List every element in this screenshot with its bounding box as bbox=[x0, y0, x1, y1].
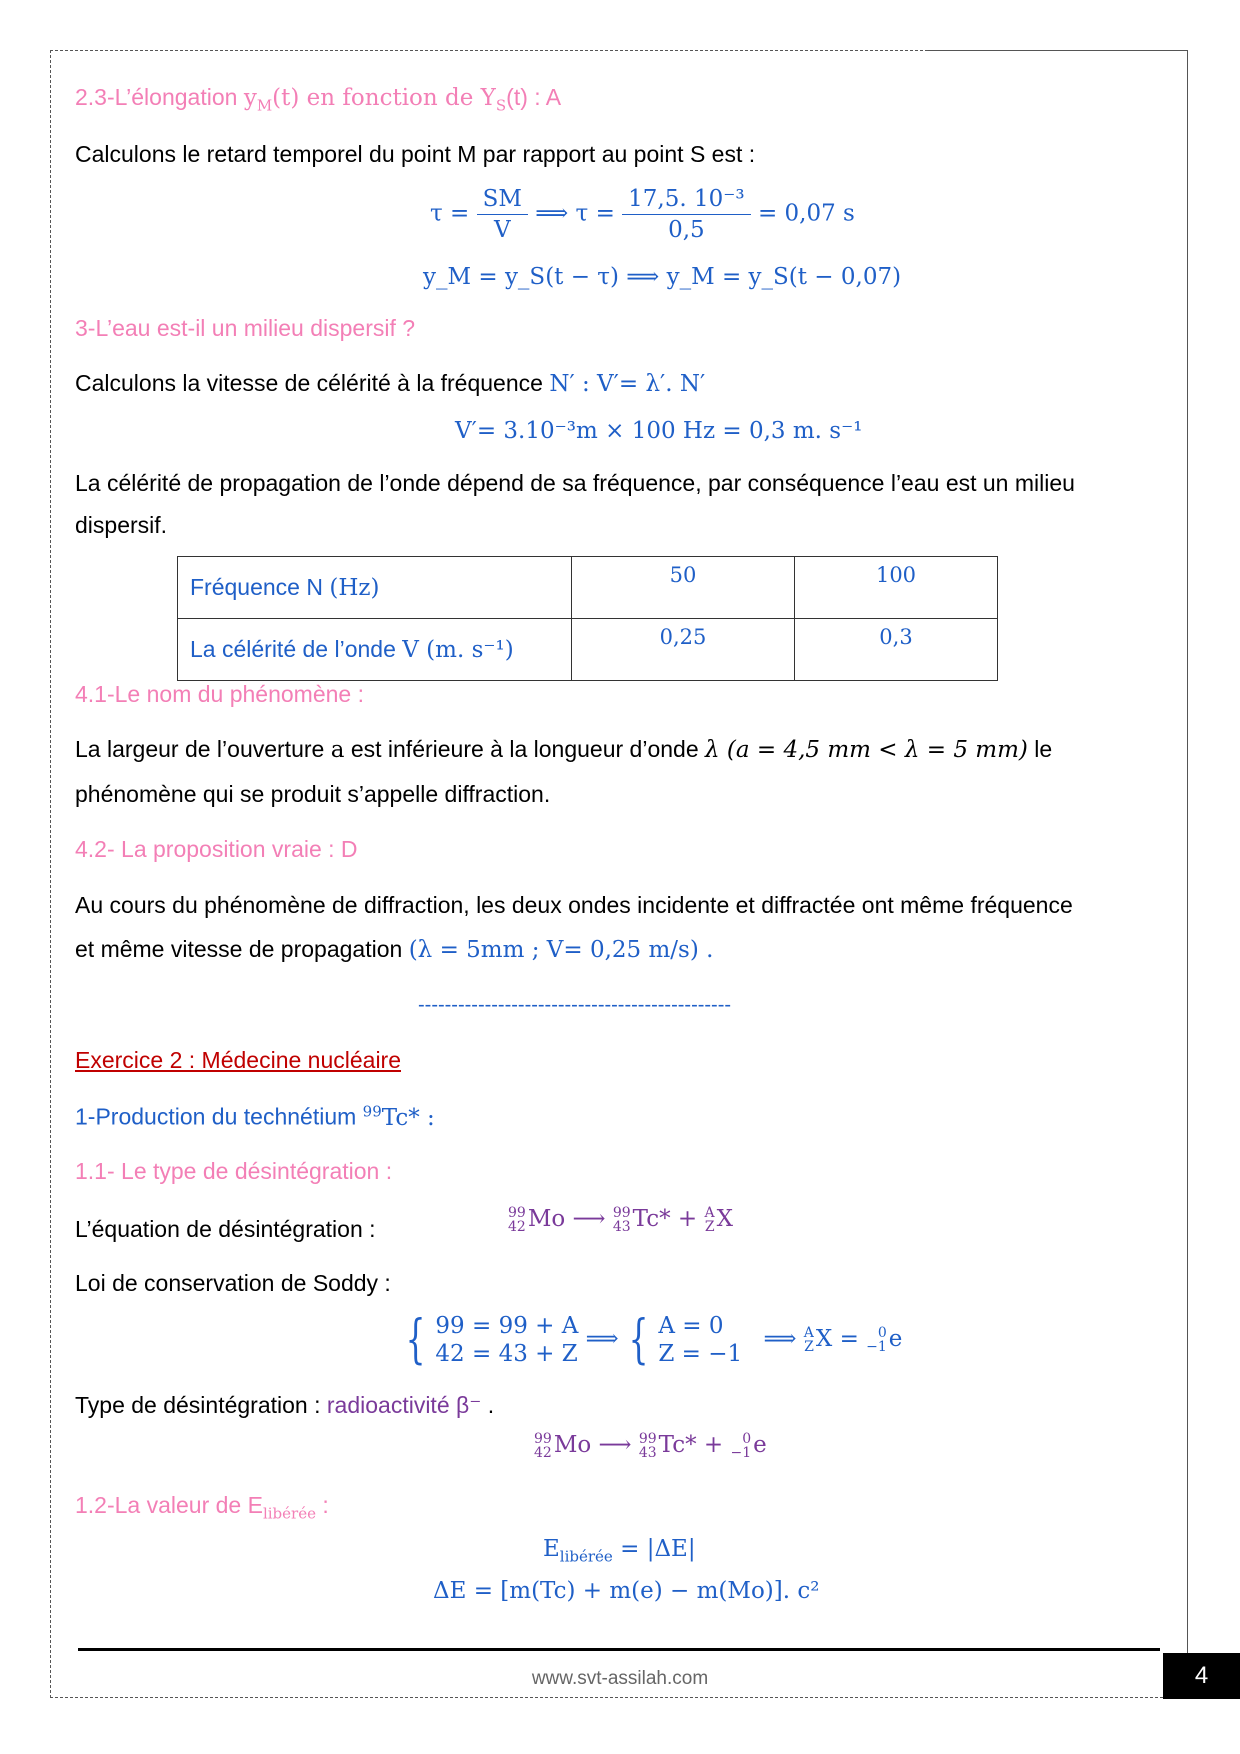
heading-subscript: libérée bbox=[262, 1504, 316, 1523]
decay-type: radioactivité β⁻ bbox=[326, 1392, 482, 1418]
nuclide-x bbox=[804, 1326, 814, 1354]
nuclide-x bbox=[705, 1206, 715, 1234]
dispersif-line-1: La célérité de propagation de l’onde dépend de sa fréquence, par conséquence l’eau est un milieu bbox=[75, 470, 1075, 496]
denominator: V bbox=[493, 217, 511, 243]
inequality: λ (a = 4,5 mm < λ = 5 mm) bbox=[705, 737, 1028, 763]
mass-number: 0 bbox=[877, 1325, 887, 1341]
mass-number: A bbox=[704, 1205, 715, 1221]
delta-e-equation: ΔE = [m(Tc) + m(e) − m(Mo)]. c² bbox=[433, 1578, 820, 1604]
symbol: Mo bbox=[553, 1432, 592, 1458]
equation-line: 42 = 43 + Z bbox=[435, 1341, 578, 1367]
heading-subscript: M bbox=[256, 96, 273, 115]
celerite-text: Calculons la vitesse de célérité à la fréquence bbox=[75, 370, 543, 396]
heading-subscript: S bbox=[495, 96, 507, 115]
exercise-2-title: Exercice 2 : Médecine nucléaire bbox=[75, 1047, 401, 1073]
symbol: X bbox=[716, 1206, 734, 1232]
denominator: 0,5 bbox=[668, 217, 705, 243]
mass-number: 99 bbox=[638, 1431, 657, 1447]
system-left bbox=[435, 1312, 578, 1368]
nuclide-mo bbox=[534, 1432, 552, 1460]
atomic-number: 42 bbox=[508, 1219, 526, 1235]
table-row bbox=[178, 557, 998, 619]
nuclide-tc bbox=[613, 1206, 631, 1234]
celerite-calc: V′= 3.10⁻³m × 100 Hz = 0,3 m. s⁻¹ bbox=[455, 418, 863, 444]
brace-icon: { bbox=[628, 1310, 649, 1370]
mass-number: 99 bbox=[534, 1431, 552, 1447]
plus: + bbox=[703, 1432, 724, 1458]
eq-part: = |ΔE| bbox=[612, 1536, 696, 1562]
footer-rule bbox=[78, 1648, 1160, 1651]
heading-text: 1.2-La valeur de E bbox=[75, 1492, 263, 1518]
arrow: ⟶ bbox=[572, 1206, 606, 1232]
implies: ⟹ bbox=[763, 1326, 797, 1352]
section-4-2-heading: 4.2- La proposition vraie : D bbox=[75, 836, 358, 862]
heading-text: (t) : A bbox=[506, 84, 562, 110]
text: le bbox=[1034, 736, 1053, 762]
nuclide-mo bbox=[508, 1206, 526, 1234]
table-cell: 0,25 bbox=[572, 619, 795, 681]
subscript: libérée bbox=[559, 1547, 613, 1566]
separator: ----------------------------------------------- bbox=[418, 994, 732, 1016]
numerator: 17,5. 10⁻³ bbox=[622, 186, 750, 215]
atomic-number: 43 bbox=[612, 1219, 631, 1235]
heading-text: 2.3-L’élongation bbox=[75, 84, 238, 110]
celerite-formula: N′ : V′= λ′. N′ bbox=[549, 371, 706, 397]
atomic-number: 42 bbox=[534, 1445, 552, 1461]
cell-text: La célérité de l’onde bbox=[190, 636, 396, 662]
page-number: 4 bbox=[1163, 1653, 1240, 1699]
s41-line-2: phénomène qui se produit s’appelle diffraction. bbox=[75, 781, 551, 807]
decay-equation-general bbox=[508, 1206, 733, 1234]
symbol: Tc* bbox=[632, 1206, 671, 1232]
brace-icon: { bbox=[405, 1310, 426, 1370]
section-1-2-heading bbox=[75, 1492, 329, 1523]
eq-part: E bbox=[543, 1536, 560, 1562]
plus: + bbox=[677, 1206, 698, 1232]
eq-part: = 0,07 s bbox=[757, 200, 855, 227]
table-cell-label bbox=[178, 557, 572, 619]
heading-text: : bbox=[315, 1492, 329, 1518]
atomic-number: −1 bbox=[866, 1339, 887, 1355]
page-border-corner bbox=[928, 50, 1188, 1698]
section-4-1-heading: 4.1-Le nom du phénomène : bbox=[75, 681, 364, 707]
atomic-number: Z bbox=[704, 1219, 715, 1235]
atomic-number: −1 bbox=[730, 1445, 752, 1461]
decay-equation bbox=[534, 1432, 767, 1460]
tau-equation bbox=[430, 186, 855, 243]
retard-text: Calculons le retard temporel du point M par rapport au point S est : bbox=[75, 141, 756, 167]
s42-line-1: Au cours du phénomène de diffraction, les deux ondes incidente et diffractée ont même fréquence bbox=[75, 892, 1073, 918]
mass-number: 99 bbox=[362, 1102, 382, 1120]
decay-type-line bbox=[75, 1392, 494, 1419]
equation-line: A = 0 bbox=[658, 1313, 724, 1339]
text: et même vitesse de propagation bbox=[75, 936, 403, 962]
elib-equation bbox=[543, 1536, 696, 1566]
punct: . bbox=[487, 1392, 495, 1418]
arrow: ⟶ bbox=[598, 1432, 632, 1458]
nuclide-e bbox=[866, 1326, 887, 1354]
atomic-number: Z bbox=[804, 1339, 814, 1355]
mass-number: 0 bbox=[742, 1431, 752, 1447]
table-cell: 100 bbox=[795, 557, 998, 619]
celerite-table bbox=[177, 556, 998, 681]
label: Type de désintégration : bbox=[75, 1392, 321, 1418]
nuclide-e bbox=[731, 1432, 752, 1460]
table-row bbox=[178, 619, 998, 681]
symbol: Mo bbox=[527, 1206, 566, 1232]
section-1-1-heading: 1.1- Le type de désintégration : bbox=[75, 1158, 393, 1184]
soddy-label: Loi de conservation de Soddy : bbox=[75, 1270, 391, 1296]
fraction bbox=[622, 186, 750, 243]
values: (λ = 5mm ; V= 0,25 m/s) . bbox=[408, 937, 714, 963]
section-1-heading bbox=[75, 1102, 435, 1131]
s42-line-2 bbox=[75, 936, 713, 963]
symbol: e bbox=[888, 1326, 903, 1352]
symbol: a bbox=[330, 737, 345, 763]
numerator: SM bbox=[477, 186, 528, 215]
ym-equation: y_M = y_S(t − τ) ⟹ y_M = y_S(t − 0,07) bbox=[423, 264, 902, 290]
eq-part: τ = bbox=[430, 200, 470, 227]
fraction bbox=[477, 186, 528, 243]
celerite-line bbox=[75, 370, 705, 397]
system-right bbox=[658, 1312, 742, 1368]
cell-unit: (Hz) bbox=[329, 575, 380, 601]
footer-url: www.svt-assilah.com bbox=[531, 1668, 709, 1689]
equation-line: Z = −1 bbox=[658, 1341, 743, 1367]
heading-text: 1-Production du technétium bbox=[75, 1103, 357, 1130]
table-cell-label bbox=[178, 619, 572, 681]
soddy-system: { 99 = 99 + A 42 = 43 + Z ⟹ { A = 0 Z = −1 ⟹ A Z X = 0 −1 e bbox=[405, 1310, 903, 1370]
equation-line: 99 = 99 + A bbox=[435, 1313, 579, 1339]
eq-part: ⟹ τ = bbox=[535, 200, 615, 227]
section-2-3-heading bbox=[75, 84, 561, 115]
table-cell: 0,3 bbox=[795, 619, 998, 681]
heading-text: (t) en fonction de Y bbox=[272, 85, 496, 111]
mass-number: A bbox=[803, 1325, 814, 1341]
equation-label: L’équation de désintégration : bbox=[75, 1216, 376, 1242]
text: est inférieure à la longueur d’onde bbox=[350, 736, 699, 762]
atomic-number: 43 bbox=[638, 1445, 657, 1461]
cell-unit: V (m. s⁻¹) bbox=[402, 637, 514, 663]
section-3-heading: 3-L’eau est-il un milieu dispersif ? bbox=[75, 315, 416, 341]
text: La largeur de l’ouverture bbox=[75, 736, 325, 762]
dispersif-line-2: dispersif. bbox=[75, 512, 168, 538]
s41-line-1 bbox=[75, 736, 1052, 763]
cell-text: Fréquence N bbox=[190, 574, 323, 600]
heading-symbol: y bbox=[243, 85, 257, 111]
symbol: e bbox=[753, 1432, 767, 1458]
symbol: Tc* bbox=[658, 1432, 697, 1458]
symbol: X bbox=[815, 1326, 833, 1352]
nuclide-tc bbox=[639, 1432, 657, 1460]
mass-number: 99 bbox=[508, 1205, 526, 1221]
table-cell: 50 bbox=[572, 557, 795, 619]
nuclide: Tc* : bbox=[381, 1104, 435, 1131]
mass-number: 99 bbox=[612, 1205, 631, 1221]
implies: ⟹ bbox=[585, 1326, 619, 1352]
